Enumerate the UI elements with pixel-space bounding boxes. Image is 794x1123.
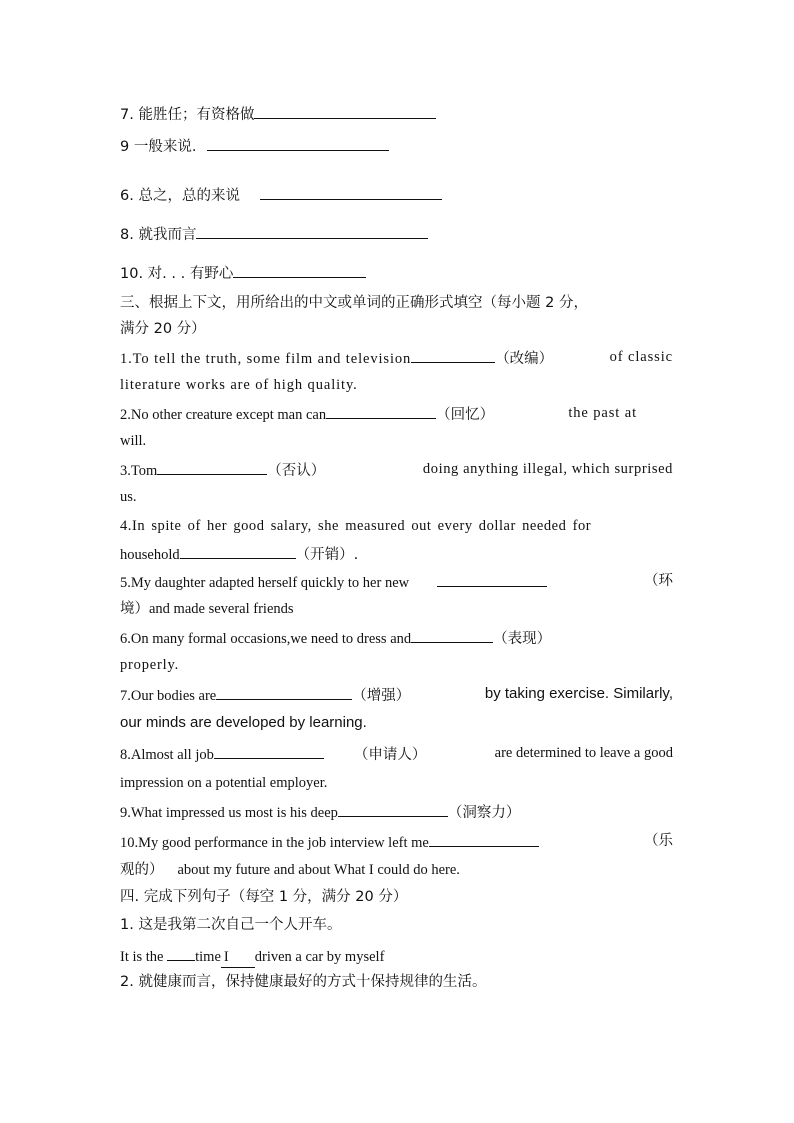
q8-text-c: impression on a potential employer. — [120, 775, 328, 791]
vocab-item-7 — [120, 103, 436, 125]
q4-text-a: 4.In spite of her good salary, she measured out every dollar needed for — [120, 518, 592, 534]
question-6-cont — [120, 655, 179, 675]
question-6 — [120, 627, 551, 649]
q3-text-b: doing anything illegal, which surprised — [422, 461, 673, 477]
section-4-heading-text: 四. 完成下列句子（每空 1 分，满分 20 分） — [120, 889, 408, 905]
q1-hint: （改编） — [495, 351, 554, 367]
answer-blank[interactable] — [167, 945, 195, 961]
vocab-item-10 — [120, 262, 366, 284]
q7-text-b: by taking exercise. Similarly, — [484, 685, 673, 702]
q7-hint: （增强） — [352, 688, 411, 704]
q10-hint-b: 观的） — [120, 862, 164, 878]
q1-text-b: of classic — [609, 349, 673, 365]
q2-text-a: 2.No other creature except man can — [120, 407, 327, 423]
question-8 — [120, 743, 673, 765]
question-8-cont — [120, 773, 327, 793]
vocab-item-8-text: 8. 就我而言 — [120, 227, 197, 243]
s4-q1-text-b: time — [195, 949, 221, 965]
s4-q1-cn-text: 1. 这是我第二次自己一个人开车。 — [120, 917, 342, 933]
q3-hint: （否认） — [267, 463, 326, 479]
s4-q1-text-c: I — [223, 949, 229, 965]
question-4 — [120, 516, 673, 536]
q10-hint-a: （乐 — [644, 833, 673, 849]
answer-blank[interactable] — [214, 743, 324, 759]
q8-hint: （申请人） — [353, 747, 427, 763]
q8-text-a: 8.Almost all job — [120, 747, 214, 763]
question-5 — [120, 571, 673, 593]
answer-blank[interactable] — [196, 223, 428, 239]
answer-blank[interactable] — [326, 403, 436, 419]
q7-text-c: our minds are developed by learning. — [120, 714, 367, 731]
question-7 — [120, 684, 673, 706]
question-10 — [120, 831, 673, 853]
section-4-q1-chinese — [120, 915, 341, 935]
answer-blank[interactable] — [254, 103, 436, 119]
q2-text-b: the past at — [568, 405, 637, 421]
q6-text-b: properly. — [120, 657, 180, 673]
question-1-cont — [120, 375, 358, 395]
answer-blank[interactable] — [437, 571, 547, 587]
q7-text-a: 7.Our bodies are — [120, 688, 217, 704]
q5-hint-b: 境） — [120, 601, 149, 617]
answer-blank[interactable] — [411, 347, 495, 363]
answer-blank[interactable] — [260, 184, 442, 200]
answer-blank[interactable] — [157, 459, 267, 475]
question-3-cont — [120, 487, 137, 507]
q3-text-c: us. — [120, 489, 137, 505]
vocab-item-10-text: 10. 对. . . 有野心 — [120, 266, 234, 282]
q9-hint: （洞察力） — [447, 805, 521, 821]
q6-text-a: 6.On many formal occasions,we need to dress and — [120, 631, 412, 647]
q4-text-b: household — [120, 547, 180, 563]
question-4-cont — [120, 543, 358, 565]
q3-text-a: 3.Tom — [120, 463, 158, 479]
answer-blank[interactable] — [180, 543, 296, 559]
q5-text-a: 5.My daughter adapted herself quickly to her new — [120, 575, 410, 591]
question-9 — [120, 801, 520, 823]
s4-q2-cn-text: 2. 就健康而言，保持健康最好的方式十保持规律的生活。 — [120, 974, 487, 990]
answer-blank[interactable] — [207, 135, 389, 151]
section-3-heading — [120, 293, 588, 313]
q2-text-c: will. — [120, 433, 147, 449]
answer-blank[interactable] — [429, 831, 539, 847]
answer-blank[interactable] — [338, 801, 448, 817]
q1-text-c: literature works are of high quality. — [120, 377, 358, 393]
answer-blank[interactable] — [411, 627, 493, 643]
q10-text-a: 10.My good performance in the job interview left me — [120, 835, 429, 851]
q9-text-a: 9.What impressed us most is his deep — [120, 805, 338, 821]
s4-q1-filled-blank[interactable] — [221, 947, 255, 968]
vocab-item-9-text: 9 一般来说. — [120, 139, 197, 155]
q6-hint: （表现） — [493, 631, 552, 647]
q4-hint: （开销）. — [295, 547, 359, 563]
section-3-heading-line1: 三、根据上下文，用所给出的中文或单词的正确形式填空（每小题 2 分， — [120, 295, 588, 311]
question-10-cont — [120, 860, 460, 880]
answer-blank[interactable] — [233, 262, 366, 278]
q1-text-a: 1.To tell the truth, some film and television — [120, 351, 412, 367]
vocab-item-9 — [120, 135, 389, 157]
section-4-q1-english — [120, 945, 384, 968]
q5-hint-a: （环 — [644, 573, 673, 589]
q8-text-b: are determined to leave a good — [494, 745, 673, 761]
question-1 — [120, 347, 673, 369]
q5-text-b: and made several friends — [149, 601, 294, 617]
q2-hint: （回忆） — [436, 407, 495, 423]
vocab-item-6 — [120, 184, 442, 206]
vocab-item-7-text: 7. 能胜任；有资格做 — [120, 107, 255, 123]
section-4-q2-chinese — [120, 972, 486, 992]
s4-q1-text-d: driven a car by myself — [254, 949, 385, 965]
question-5-cont — [120, 599, 294, 619]
vocab-item-8 — [120, 223, 428, 245]
question-2 — [120, 403, 673, 425]
question-2-cont — [120, 431, 146, 451]
s4-q1-text-a: It is the — [120, 949, 164, 965]
section-3-heading-line2: 满分 20 分） — [120, 321, 206, 337]
question-3 — [120, 459, 673, 481]
vocab-item-6-text: 6. 总之，总的来说 — [120, 188, 240, 204]
question-7-cont — [120, 713, 367, 733]
section-4-heading — [120, 887, 407, 907]
section-3-heading-cont — [120, 319, 206, 339]
answer-blank[interactable] — [216, 684, 352, 700]
q10-text-b: about my future and about What I could do here. — [177, 862, 460, 878]
